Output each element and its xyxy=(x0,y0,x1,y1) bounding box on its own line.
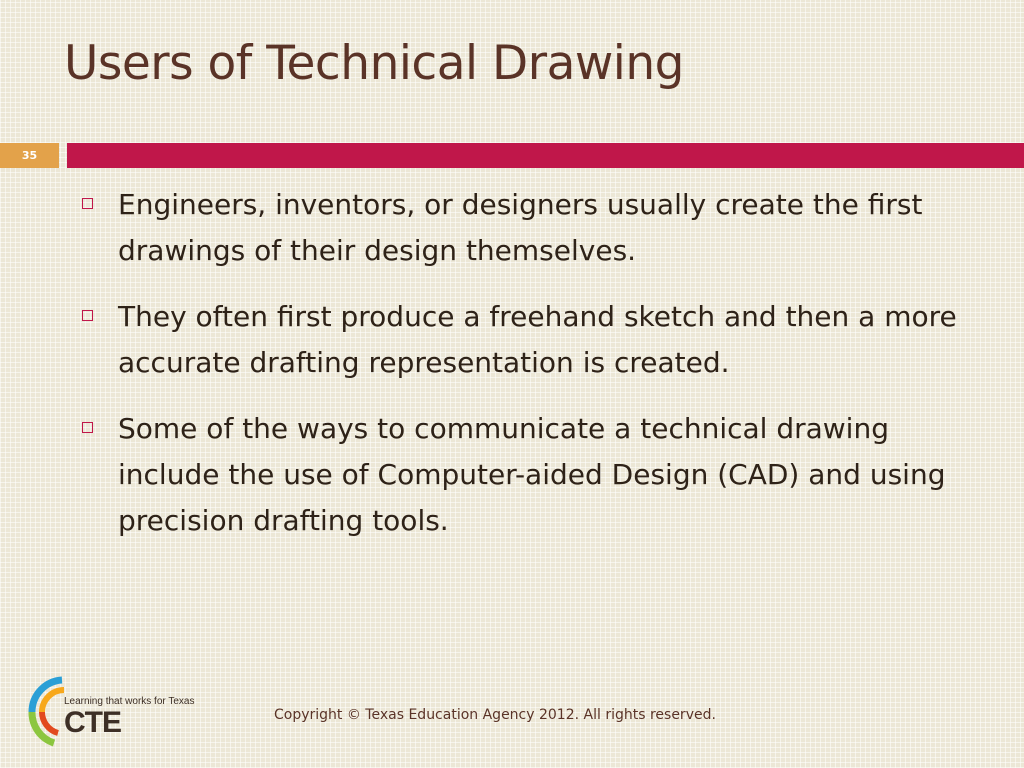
bullet-item xyxy=(80,182,980,274)
slide-title: Users of Technical Drawing xyxy=(64,36,684,91)
slide-number: 35 xyxy=(0,143,59,168)
bullet-list xyxy=(80,182,980,564)
square-bullet-icon xyxy=(82,310,93,321)
square-bullet-icon xyxy=(82,422,93,433)
bullet-text: They often first produce a freehand sketch and then a more accurate drafting representation is created. xyxy=(118,300,957,379)
square-bullet-icon xyxy=(82,198,93,209)
logo-wordmark: CTE xyxy=(64,706,121,739)
logo-tagline: Learning that works for Texas xyxy=(64,696,195,707)
bullet-item xyxy=(80,406,980,544)
bullet-text: Some of the ways to communicate a technical drawing include the use of Computer-aided Design (CAD) and using precision drafting tools. xyxy=(118,412,946,537)
bullet-text: Engineers, inventors, or designers usually create the first drawings of their design themselves. xyxy=(118,188,923,267)
copyright-footer: Copyright © Texas Education Agency 2012. All rights reserved. xyxy=(274,707,716,723)
accent-bar xyxy=(67,143,1024,168)
cte-logo xyxy=(24,672,224,752)
bullet-item xyxy=(80,294,980,386)
